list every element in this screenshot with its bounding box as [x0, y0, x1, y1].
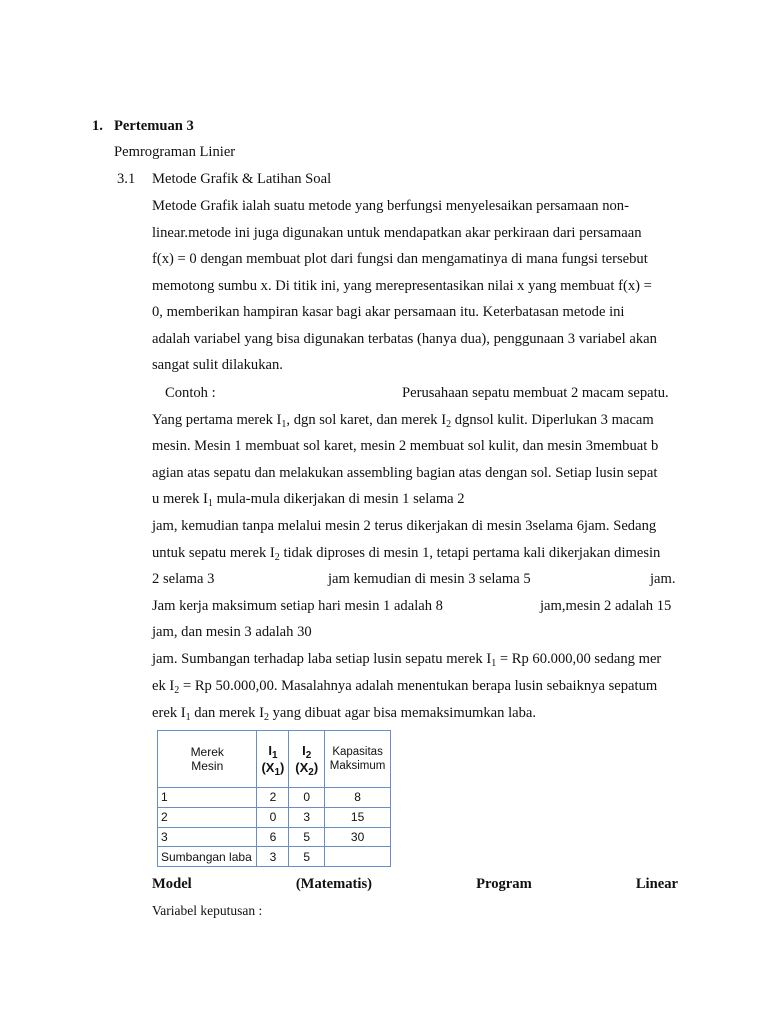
heading-title: Pertemuan 3	[114, 118, 194, 134]
paragraph-line: Metode Grafik ialah suatu metode yang berfungsi menyelesaikan persamaan non-	[152, 198, 629, 214]
paragraph-line: sangat sulit dilakukan.	[152, 357, 283, 373]
table-row: 2 0 3 15	[158, 807, 391, 827]
header-i2: $I_2$ $(X_2)$	[289, 731, 325, 788]
paragraph-line: linear.metode ini juga digunakan untuk mendapatkan akar perkiraan dari persamaan	[152, 225, 642, 241]
example-line: untuk sepatu merek $I_2$ tidak diproses di mesin 1, tetapi pertama kali dikerjakan dimesin	[152, 545, 661, 563]
section-number: 3.1	[117, 171, 136, 187]
example-line: agian atas sepatu dan melakukan assembling bagian atas dengan sol. Setiap lusin sepat	[152, 465, 658, 481]
example-line: jam kemudian di mesin 3 selama 5	[328, 571, 531, 587]
example-line: erek $I_1$ dan merek $I_2$ yang dibuat agar bisa memaksimumkan laba.	[152, 705, 537, 723]
table-row: 1 2 0 8	[158, 788, 391, 808]
header-kapasitas: Kapasitas Maksimum	[325, 731, 391, 788]
paragraph-line: memotong sumbu x. Di titik ini, yang merepresentasikan nilai x yang membuat f(x) =	[152, 278, 652, 294]
example-line: Perusahaan sepatu membuat 2 macam sepatu.	[402, 385, 669, 401]
example-label: Contoh :	[165, 385, 216, 401]
section-title: Metode Grafik & Latihan Soal	[152, 171, 332, 187]
header-i1: $I_1$ $(X_1)$	[257, 731, 289, 788]
example-line: ek $I_2 = Rp$ 50.000,00. Masalahnya adalah menentukan berapa lusin sebaiknya sepatum	[152, 678, 658, 696]
table-row: Sumbangan laba 3 5	[158, 847, 391, 867]
example-line: jam. Sumbangan terhadap laba setiap lusin sepatu merek $I_1 = Rp$ 60.000,00 sedang mer	[152, 651, 662, 669]
table-header-row	[158, 731, 391, 788]
subheading: Pemrograman Linier	[114, 144, 236, 160]
example-line: Yang pertama merek $I_1$, dgn sol karet, dan merek $I_2$ dgnsol kulit. Diperlukan 3 macam	[152, 412, 654, 430]
example-line: jam, dan mesin 3 adalah 30	[152, 624, 312, 640]
example-line: jam,mesin 2 adalah 15	[540, 598, 672, 614]
model-heading: Model (Matematis) Program Linear	[152, 876, 678, 892]
variables-label: Variabel keputusan :	[152, 903, 263, 918]
paragraph-line: adalah variabel yang bisa digunakan terbatas (hanya dua), penggunaan 3 variabel akan	[152, 331, 657, 347]
header-merek-mesin: Merek Mesin	[158, 731, 257, 788]
example-line: jam, kemudian tanpa melalui mesin 2 terus dikerjakan di mesin 3selama 6jam. Sedang	[152, 518, 657, 534]
table-row: 3 6 5 30	[158, 827, 391, 847]
paragraph-line: f(x) = 0 dengan membuat plot dari fungsi dan mengamatinya di mana fungsi tersebut	[152, 251, 648, 267]
example-line: Jam kerja maksimum setiap hari mesin 1 adalah 8	[152, 598, 443, 614]
paragraph-line: 0, memberikan hampiran kasar bagi akar persamaan itu. Keterbatasan metode ini	[152, 304, 625, 320]
heading-number: 1.	[92, 118, 103, 134]
example-line: jam.	[650, 571, 676, 587]
example-line: u merek $I_1$ mula-mula dikerjakan di mesin 1 selama 2	[152, 491, 465, 509]
example-line: mesin. Mesin 1 membuat sol karet, mesin 2 membuat sol kulit, dan mesin 3membuat b	[152, 438, 659, 454]
machine-capacity-table	[157, 730, 391, 867]
example-line: 2 selama 3	[152, 571, 215, 587]
